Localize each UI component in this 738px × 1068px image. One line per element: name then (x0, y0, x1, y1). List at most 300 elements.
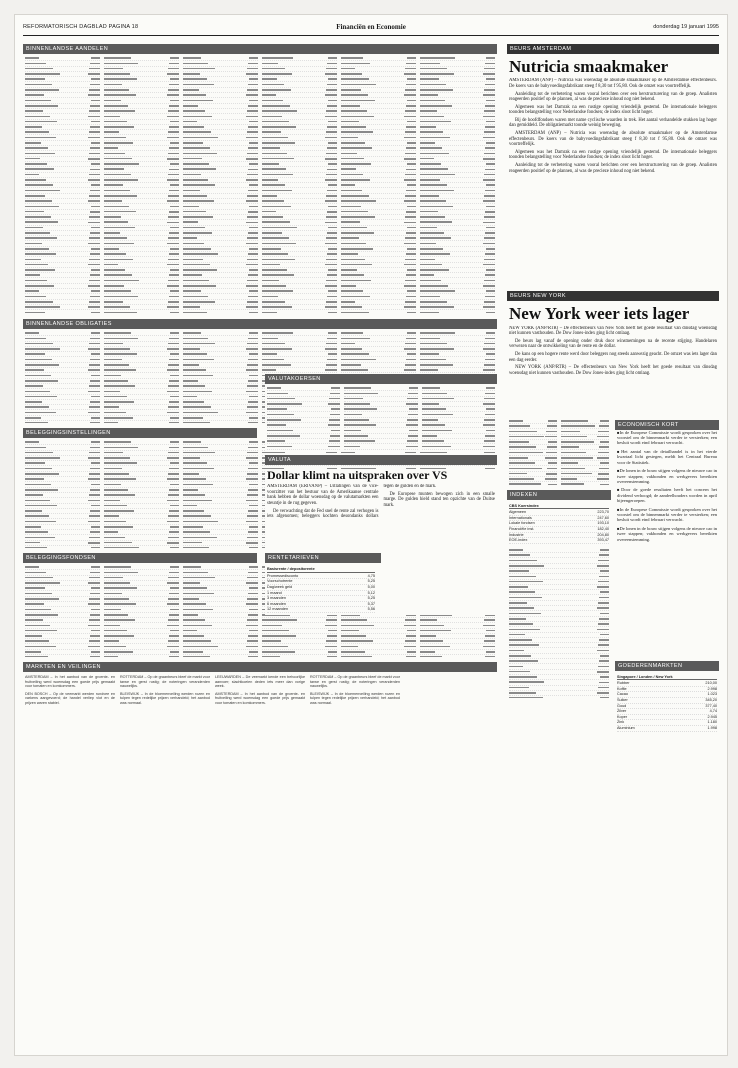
listing-texture (405, 216, 416, 218)
listing-texture (405, 280, 416, 282)
listing-texture (169, 489, 179, 491)
listing-texture (91, 206, 100, 208)
listing-texture (104, 603, 136, 605)
listing-texture (326, 216, 337, 218)
listing-texture (247, 598, 258, 600)
listing-texture (88, 222, 100, 224)
listing-texture (183, 401, 204, 403)
listing-texture (483, 200, 495, 202)
listing-texture (328, 100, 337, 102)
listing-texture (183, 206, 199, 208)
listing-texture (91, 248, 100, 250)
section-bar-obligaties: BINNENLANDSE OBLIGATIES (23, 319, 497, 329)
listing-texture (341, 73, 362, 75)
listing-texture (89, 473, 100, 475)
listing-texture (104, 142, 133, 144)
listing-texture (91, 587, 100, 589)
listing-texture (91, 462, 100, 464)
listing-texture (183, 391, 212, 393)
index-row: Financiële inst. 182,40 (509, 527, 609, 532)
listing-texture (104, 243, 134, 245)
listing-texture (599, 660, 609, 662)
listing-texture (407, 630, 416, 632)
listing-texture (262, 237, 289, 239)
listing-texture (104, 587, 137, 589)
listing-texture (249, 142, 258, 144)
listing-texture (167, 200, 179, 202)
listing-texture (249, 206, 258, 208)
listing-texture (183, 500, 212, 502)
listing-texture (405, 195, 416, 197)
listing-texture (88, 158, 100, 160)
listing-texture (420, 73, 454, 75)
listing-texture (326, 301, 337, 303)
listing-texture (262, 619, 297, 621)
listing-texture (183, 264, 210, 266)
listing-texture (325, 625, 337, 627)
listing-texture (327, 635, 337, 637)
listing-texture (406, 338, 416, 340)
listing-texture (25, 489, 58, 491)
listing-texture (25, 190, 60, 192)
listing-texture (341, 630, 359, 632)
listing-texture (486, 430, 495, 432)
listing-texture (90, 126, 100, 128)
listing-texture (104, 500, 120, 502)
listing-texture (420, 348, 454, 350)
listing-row (341, 655, 416, 657)
listing-texture (104, 572, 138, 574)
listing-texture (247, 515, 258, 517)
listing-texture (91, 78, 100, 80)
listing-texture (509, 565, 544, 567)
listing-texture (104, 116, 120, 118)
listing-texture (25, 147, 48, 149)
article-paragraph: ■ Het aantal van de detailhandel is in het vierde kwartaal licht gestegen, meldt het Centraal Bureau voor de Statistiek. (617, 449, 717, 465)
listing-texture (25, 280, 47, 282)
listing-texture (104, 566, 131, 568)
listing-texture (25, 332, 39, 334)
listing-texture (509, 462, 535, 464)
listing-column (104, 440, 179, 548)
listing-texture (89, 364, 100, 366)
section-bar-economisch: ECONOMISCH KORT (615, 420, 719, 430)
listing-texture (599, 554, 609, 556)
listing-texture (420, 94, 438, 96)
listing-texture (509, 473, 527, 475)
listing-texture (420, 274, 434, 276)
listing-texture (509, 687, 529, 689)
listing-texture (170, 587, 179, 589)
listing-texture (600, 613, 609, 615)
listing-texture (168, 473, 179, 475)
listing-texture (249, 505, 258, 507)
listing-texture (183, 609, 213, 611)
listing-texture (262, 105, 290, 107)
listing-row (341, 310, 416, 314)
article-paragraph: AMSTERDAM (ANP) – Nutricia was woensdag de absolute smaakmaker op de Amsterdamse effectenbeurs. De koers van de babyvoedingsfabrikant steeg f 8,30 tot f 95,80. Ook de omzet was voortreffelijk. (509, 131, 717, 148)
listing-texture (89, 494, 100, 496)
listing-texture (420, 142, 435, 144)
rate-row: 3 maanden 5,25 (267, 596, 375, 601)
listing-texture (104, 542, 132, 544)
listing-texture (262, 142, 295, 144)
listing-texture (485, 635, 495, 637)
listing-texture (331, 387, 340, 389)
listing-texture (327, 274, 337, 276)
listing-texture (168, 89, 179, 91)
listing-texture (89, 515, 100, 517)
listing-texture (183, 211, 206, 213)
listing-texture (484, 640, 495, 642)
listing-texture (183, 515, 211, 517)
listing-texture (420, 89, 453, 91)
listing-texture (484, 343, 495, 345)
listing-texture (170, 505, 179, 507)
listing-texture (91, 121, 100, 123)
listing-texture (341, 353, 369, 355)
goods-row: Zilver 4,74 (617, 709, 717, 714)
listing-column (25, 565, 100, 657)
listing-texture (484, 237, 495, 239)
listing-texture (341, 68, 355, 70)
index-row: Lokale fondsen 193,10 (509, 521, 609, 526)
listing-texture (169, 274, 179, 276)
listing-texture (104, 147, 118, 149)
markets-paragraph: BLEISWIJK – In de bloemenveiling werden rozen en tulpen tegen redelijke prijzen verhandeld; het aanbod was normaal. (120, 691, 210, 705)
listing-texture (246, 285, 258, 287)
listing-texture (341, 163, 371, 165)
listing-texture (183, 625, 212, 627)
listing-texture (183, 153, 217, 155)
listing-texture (25, 531, 48, 533)
listing-texture (167, 603, 179, 605)
listing-texture (25, 174, 39, 176)
listing-texture (25, 137, 56, 139)
listing-texture (262, 158, 294, 160)
listing-column (509, 419, 557, 485)
listing-texture (420, 237, 451, 239)
listing-texture (183, 142, 203, 144)
listing-texture (597, 650, 609, 652)
listing-texture (25, 348, 60, 350)
listing-texture (262, 232, 282, 234)
listing-texture (341, 168, 356, 170)
listing-texture (25, 484, 51, 486)
listing-texture (247, 216, 258, 218)
listing-texture (420, 163, 441, 165)
listing-texture (183, 406, 211, 408)
listing-texture (328, 248, 337, 250)
listing-texture (420, 84, 446, 86)
listing-texture (25, 478, 44, 480)
listing-texture (486, 121, 495, 123)
listing-texture (183, 312, 207, 314)
listing-texture (249, 78, 258, 80)
listing-texture (483, 137, 495, 139)
listing-texture (341, 94, 368, 96)
listing-texture (88, 478, 100, 480)
listing-texture (405, 301, 416, 303)
listing-texture (341, 206, 361, 208)
listing-texture (183, 116, 212, 118)
listing-texture (104, 375, 121, 377)
listing-texture (262, 121, 289, 123)
listing-texture (25, 494, 43, 496)
listing-texture (183, 348, 200, 350)
article-paragraph: De kans op een hogere rente werd door beleggers nog steeds aanwezig geacht. De omzet was iets lager dan een dag eerder. (509, 352, 717, 363)
listing-texture (25, 296, 46, 298)
listing-texture (262, 63, 278, 65)
listing-texture (598, 644, 609, 646)
listing-texture (25, 468, 52, 470)
listing-row (25, 546, 100, 548)
listing-texture (422, 430, 452, 432)
listing-texture (104, 137, 126, 139)
listing-texture (262, 195, 277, 197)
listing-texture (25, 593, 52, 595)
listing-texture (262, 290, 293, 292)
listing-texture (485, 359, 495, 361)
listing-texture (169, 380, 179, 382)
listing-texture (25, 312, 45, 314)
listing-texture (246, 348, 258, 350)
listing-texture (104, 447, 138, 449)
listing-texture (262, 116, 282, 118)
listing-texture (90, 656, 100, 657)
listing-texture (89, 110, 100, 112)
listing-texture (597, 565, 609, 567)
listing-texture (183, 577, 215, 579)
listing-texture (262, 126, 296, 128)
listing-texture (167, 457, 179, 459)
listing-texture (183, 369, 206, 371)
listing-texture (262, 78, 277, 80)
listing-texture (246, 500, 258, 502)
listing-texture (89, 537, 100, 539)
listing-texture (509, 623, 533, 625)
listing-texture (483, 264, 495, 266)
listing-texture (25, 526, 41, 528)
listing-texture (25, 614, 58, 616)
listing-texture (341, 110, 367, 112)
listing-texture (88, 412, 100, 414)
listing-texture (167, 285, 179, 287)
listing-texture (104, 190, 130, 192)
listing-texture (486, 290, 495, 292)
article-paragraph: AMSTERDAM (ERIVANP) – Uitlatingen van de vice-voorzitter van het bestuur van de Amerikaanse centrale bank hebben de dollar woensdag op de valutamarkten een steuntje in de rug gegeven. (267, 484, 379, 507)
markets-paragraph: DEN BOSCH – Op de veemarkt werden rundvee en varkens aangevoerd; de handel verliep vlot en de prijzen waren stabiel. (25, 691, 115, 705)
listing-texture (325, 179, 337, 181)
listing-texture (104, 280, 139, 282)
listing-texture (183, 227, 205, 229)
listing-texture (90, 422, 100, 423)
listing-texture (246, 457, 258, 459)
listing-texture (25, 353, 45, 355)
listing-texture (262, 84, 284, 86)
listing-texture (167, 478, 179, 480)
listing-texture (341, 280, 371, 282)
listing-texture (246, 243, 258, 245)
listing-texture (548, 484, 557, 485)
listing-texture (25, 338, 46, 340)
listing-column (341, 56, 416, 314)
listing-texture (600, 676, 609, 678)
listing-texture (344, 403, 370, 405)
listing-texture (597, 478, 609, 480)
listing-texture (183, 353, 207, 355)
listing-texture (341, 200, 376, 202)
listing-texture (90, 593, 100, 595)
listing-texture (329, 398, 340, 400)
listing-row (104, 546, 179, 548)
listing-texture (341, 364, 361, 366)
listing-texture (169, 614, 179, 616)
listing-texture (327, 232, 337, 234)
listing-texture (600, 420, 609, 422)
listing-texture (484, 440, 495, 442)
listing-texture (328, 312, 337, 314)
listing-texture (404, 264, 416, 266)
listing-texture (341, 290, 363, 292)
listing-texture (88, 391, 100, 393)
listing-texture (249, 312, 258, 314)
listing-texture (404, 116, 416, 118)
listing-texture (248, 232, 258, 234)
listing-texture (90, 447, 100, 449)
listing-texture (104, 274, 132, 276)
listing-texture (183, 84, 214, 86)
listing-texture (598, 581, 609, 583)
listing-texture (325, 348, 337, 350)
listing-texture (25, 640, 49, 642)
listing-texture (168, 343, 179, 345)
listing-texture (25, 505, 57, 507)
listing-texture (183, 598, 199, 600)
listing-texture (327, 253, 337, 255)
listing-texture (169, 447, 179, 449)
listing-texture (341, 179, 370, 181)
listing-texture (246, 137, 258, 139)
listing-texture (167, 582, 179, 584)
listing-texture (483, 222, 495, 224)
listing-texture (169, 656, 179, 657)
listing-texture (420, 63, 440, 65)
listing-texture (509, 613, 541, 615)
goods-row: Aluminium 1.998 (617, 726, 717, 730)
listing-texture (183, 531, 210, 533)
listing-texture (104, 338, 138, 340)
listing-texture (341, 635, 366, 637)
listing-texture (104, 401, 134, 403)
listing-texture (246, 542, 258, 544)
listing-texture (104, 174, 131, 176)
listing-texture (484, 195, 495, 197)
listing-texture (91, 417, 100, 419)
listing-texture (509, 602, 527, 604)
listing-texture (327, 359, 337, 361)
listing-texture (407, 121, 416, 123)
listing-texture (170, 484, 179, 486)
listing-texture (262, 630, 289, 632)
listing-texture (420, 619, 437, 621)
listing-texture (246, 412, 258, 414)
listing-texture (598, 623, 609, 625)
listing-texture (262, 296, 278, 298)
headline-dollar: Dollar klimt na uitspraken over VS (267, 468, 448, 482)
listing-column (104, 331, 179, 423)
listing-texture (25, 285, 54, 287)
listing-texture (407, 398, 418, 400)
index-row: Algemeen 223,70 (509, 510, 609, 515)
markets-paragraph: AMSTERDAM – In het aanbod van de groente- en fruitveiling werd woensdag een goede prijs gemaakt voor tomaten en komkommers. (215, 691, 305, 705)
listing-texture (328, 403, 340, 405)
listing-texture (509, 554, 530, 556)
listing-texture (420, 110, 437, 112)
listing-texture (328, 269, 337, 271)
listing-texture (183, 630, 197, 632)
listing-texture (89, 237, 100, 239)
listing-texture (167, 521, 179, 523)
listing-texture (262, 359, 284, 361)
listing-texture (485, 63, 495, 65)
listing-texture (169, 401, 179, 403)
listing-texture (600, 591, 609, 593)
listing-column (183, 331, 258, 423)
listing-column (509, 548, 609, 698)
listing-texture (25, 269, 55, 271)
listing-texture (104, 78, 137, 80)
listing-texture (90, 468, 100, 470)
listing-texture (89, 577, 100, 579)
listing-texture (420, 651, 435, 653)
listing-texture (484, 280, 495, 282)
listing-texture (341, 78, 369, 80)
listing-row (420, 655, 495, 657)
listing-texture (169, 232, 179, 234)
listing-texture (328, 163, 337, 165)
listing-texture (422, 414, 453, 416)
listing-row (509, 696, 609, 698)
listing-texture (341, 63, 370, 65)
listing-texture (88, 348, 100, 350)
listing-texture (25, 369, 44, 371)
article-paragraph: ■ In de Europese Commissie wordt gesproken over het voorstel om de binnenmarkt verder te versterken; een besluit wordt eind februari verwacht. (617, 507, 717, 523)
listing-texture (509, 446, 536, 448)
listing-texture (25, 206, 59, 208)
listing-texture (407, 78, 416, 80)
listing-column (344, 386, 417, 450)
listing-texture (183, 505, 197, 507)
listing-texture (483, 94, 495, 96)
listing-texture (422, 424, 445, 426)
listing-column (104, 56, 179, 314)
listing-texture (262, 89, 291, 91)
listing-texture (509, 655, 531, 657)
listing-texture (91, 353, 100, 355)
listing-texture (183, 68, 215, 70)
listing-texture (409, 387, 418, 389)
right-column (507, 41, 719, 1047)
listing-texture (25, 248, 49, 250)
listing-texture (406, 253, 416, 255)
listing-texture (341, 651, 365, 653)
listing-texture (248, 531, 258, 533)
listing-texture (89, 598, 100, 600)
listing-texture (25, 473, 59, 475)
listing-texture (509, 436, 544, 438)
section-bar-beleggingsinstellingen: BELEGGINGSINSTELLINGEN (23, 428, 257, 438)
